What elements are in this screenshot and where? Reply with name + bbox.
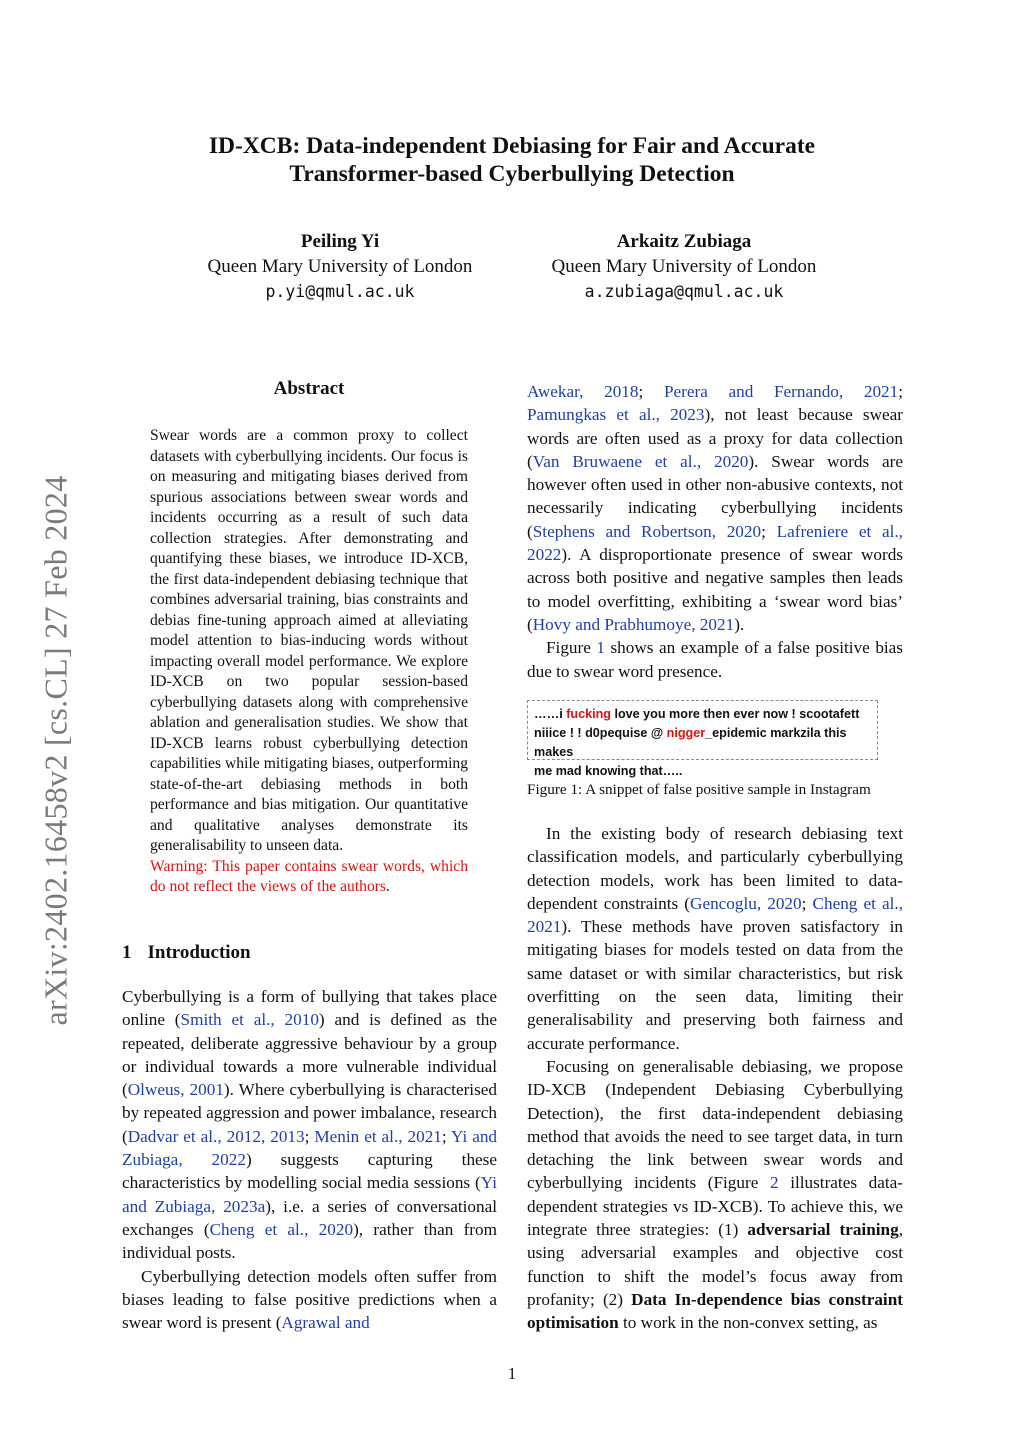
bold-term: Data In-dependence bias constraint optimisation	[527, 1289, 903, 1333]
paragraph	[122, 985, 497, 1265]
left-column-body	[122, 985, 497, 1334]
abstract-text: Swear words are a common proxy to collect datasets with cyberbullying incidents. Our focus is on measuring and mitigating biases derived from spurious associations between swear words and incidents occurring as a result of such data collection strategies. After demonstrating and quantifying these biases, we introduce ID-XCB, the first data-independent debiasing technique that combines adversarial training, bias constraints and debias fine-tuning approach aimed at alleviating model attention to bias-inducing words without impacting overall model performance. We explore ID-XCB on two popular session-based cyberbullying datasets along with comprehensive ablation and generalisation studies. We show that ID-XCB learns robust cyberbullying detection capabilities while mitigating biases, outperforming state-of-the-art debiasing methods in both performance and bias mitigation. Our quantitative and qualitative analyses demonstrate its generalisability to unseen data.	[150, 427, 468, 854]
citation-link[interactable]: Van Bruwaene et al., 2020	[532, 451, 749, 471]
citation-link[interactable]: Gencoglu, 2020	[690, 893, 802, 913]
text-run: illustrates data-dependent strategies vs ID-XCB). To achieve this, we integrate three strategies: (1)	[527, 1173, 903, 1240]
author-affiliation: Queen Mary University of London	[551, 256, 817, 277]
title-line-2: Transformer-based Cyberbullying Detection	[289, 161, 735, 187]
paragraph	[527, 822, 903, 1055]
paper-title	[120, 132, 904, 188]
text-run: ;	[304, 1126, 315, 1146]
author-name: Arkaitz Zubiaga	[616, 231, 752, 252]
author-name: Peiling Yi	[300, 231, 380, 252]
snippet-line-1: ……i fucking love you more then ever now ! scootafett	[534, 707, 860, 721]
citation-link[interactable]: Cheng et al., 2021	[527, 893, 903, 937]
abstract-body	[150, 426, 468, 898]
author-email: p.yi@qmul.ac.uk	[265, 282, 415, 301]
citation-link[interactable]: 2	[769, 1173, 779, 1193]
arxiv-identifier-text: arXiv:2402.16458v2 [cs.CL] 27 Feb 2024	[37, 474, 74, 1026]
citation-link[interactable]: Perera and Fernando, 2021	[663, 382, 899, 401]
text-run: ;	[638, 382, 664, 401]
text-run: Cyberbullying detection models often suffer from biases leading to false positive predictions when a swear word is present (	[122, 1266, 497, 1333]
citation-link[interactable]: Stephens and Robertson, 2020	[532, 521, 762, 541]
bold-term: adversarial training	[747, 1220, 899, 1240]
page-number: 1	[507, 1364, 517, 1383]
author-block-1	[170, 229, 510, 304]
citation-link[interactable]: Dadvar et al., 2012, 2013	[127, 1126, 305, 1146]
paragraph	[527, 636, 903, 683]
text-run: to work in the non-convex setting, as	[618, 1313, 878, 1333]
text-run: In the existing body of research debiasing text classification models, and particularly cyberbullying detection models, work has been limited to data-dependent constraints (	[527, 824, 903, 913]
citation-link[interactable]: Hovy and Prabhumoye, 2021	[532, 614, 735, 634]
swear-word: fucking	[566, 707, 611, 721]
citation-link[interactable]: Smith et al., 2010	[180, 1010, 319, 1030]
section-heading-introduction	[122, 942, 482, 964]
warning-period: .	[386, 878, 390, 895]
citation-link[interactable]: Cheng et al., 2020	[209, 1219, 354, 1239]
figure-1-snippet	[527, 700, 878, 778]
citation-link[interactable]: Yi and Zubiaga, 2023a	[122, 1173, 497, 1216]
text-run: Figure	[546, 638, 597, 658]
citation-link[interactable]: Yi and Zubiaga, 2022	[122, 1126, 498, 1170]
citation-link[interactable]: Agrawal and	[281, 1313, 370, 1333]
author-email: a.zubiaga@qmul.ac.uk	[584, 282, 784, 301]
author-affiliation: Queen Mary University of London	[207, 256, 473, 277]
text-run: Focusing on generalisable debiasing, we propose ID-XCB (Independent Debiasing Cyberbullying Detection), the first data-independent debiasing method that avoids the need to see target data, in turn detaching the link between swear words and cyberbullying incidents (Figure	[527, 1056, 903, 1193]
citation-link[interactable]: Menin et al., 2021	[314, 1126, 442, 1146]
text-run: ;	[801, 893, 813, 913]
abstract-warning	[150, 857, 468, 898]
text-run: shows an example of a false positive bias due to swear word presence.	[527, 638, 904, 681]
swear-word: nigger	[666, 726, 706, 740]
title-line-1: ID-XCB: Data-independent Debiasing for Fair and Accurate	[208, 133, 816, 159]
text-run: ). Swear words are however often used in other non-abusive contexts, not necessarily indicating cyberbullying incidents (	[527, 451, 903, 541]
text-run: ). A disproportionate presence of swear words across both positive and negative samples then leads to model overfitting, exhibiting a ‘swear word bias’ (	[527, 545, 903, 634]
text-run: ;	[898, 382, 904, 401]
abstract-heading: Abstract	[273, 378, 345, 399]
citation-link[interactable]: Pamungkas et al., 2023	[527, 405, 705, 425]
text-run: ;	[761, 521, 777, 541]
section-title: Introduction	[147, 942, 251, 963]
text-run: , using adversarial examples and objective cost function to shift the model’s focus away from profanity; (2)	[527, 1220, 903, 1309]
text-run: ), rather than from individual posts.	[122, 1219, 497, 1263]
text-run: ) suggests capturing these characteristics by modelling social media sessions (	[122, 1150, 497, 1193]
arxiv-identifier-stamp	[16, 450, 96, 1050]
paragraph	[527, 1055, 903, 1335]
paragraph	[527, 380, 903, 636]
snippet-line-3: me mad knowing that…..	[534, 764, 683, 778]
warning-text: Warning: This paper contains swear words, which do not reflect the views of the authors	[150, 857, 468, 895]
snippet-line-2: niiice ! ! d0pequise @ nigger_epidemic markzila this makes	[534, 726, 847, 759]
text-run: ). Where cyberbullying is characterised by repeated aggression and power imbalance, research (	[122, 1080, 497, 1146]
citation-link[interactable]: Lafreniere et al., 2022	[527, 521, 903, 565]
section-number: 1	[122, 942, 132, 963]
right-column-top	[527, 380, 903, 683]
author-block-2	[514, 229, 854, 304]
text-run: ).	[734, 614, 745, 634]
citation-link[interactable]: Olweus, 2001	[127, 1080, 224, 1100]
text-run: Cyberbullying is a form of bullying that takes place online (	[122, 987, 497, 1030]
text-run: ), not least because swear words are often used as a proxy for data collection (	[527, 405, 904, 471]
citation-link[interactable]: Awekar, 2018	[527, 382, 639, 401]
right-column-bottom	[527, 822, 903, 1335]
paragraph	[122, 1265, 497, 1335]
text-run: ), i.e. a series of conversational exchanges (	[122, 1196, 497, 1239]
citation-link[interactable]: 1	[596, 638, 605, 658]
text-run: ). These methods have proven satisfactory in mitigating biases for models tested on data from the same dataset or with similar characteristics, but risk overfitting on the seen data, limiting their generalisability and preserving both fairness and accurate performance.	[527, 917, 903, 1053]
text-run: ) and is defined as the repeated, deliberate aggressive behaviour by a group or individual towards a more vulnerable individual (	[122, 1010, 497, 1100]
text-run: ;	[441, 1126, 451, 1146]
figure-1-caption: Figure 1: A snippet of false positive sample in Instagram	[527, 781, 871, 798]
